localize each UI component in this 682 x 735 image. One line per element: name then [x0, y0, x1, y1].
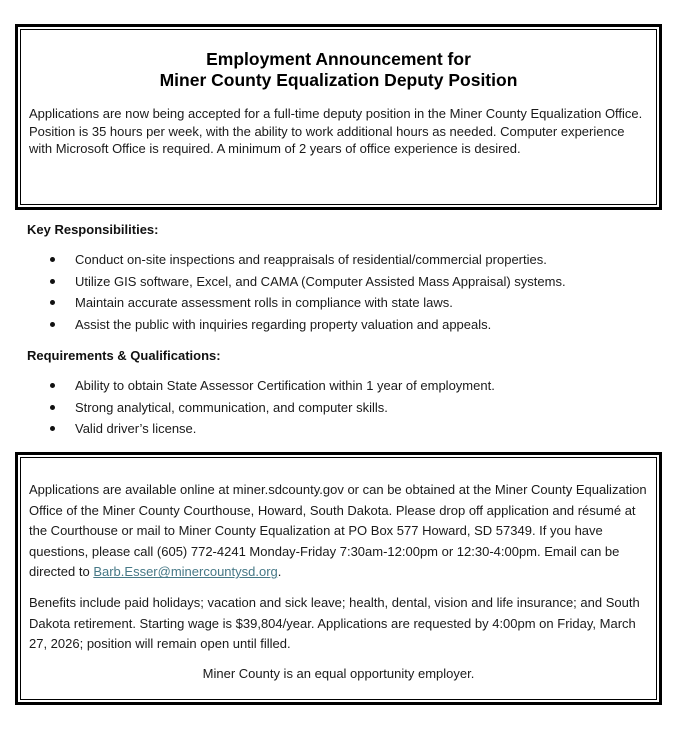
email-link[interactable]: Barb.Esser@minercountysd.org — [93, 564, 278, 580]
header-box — [15, 24, 662, 210]
intro-paragraph: Applications are now being accepted for a full-time deputy position in the Miner County Equalization Office. Position is 35 hours per week, with the ability to work additional hours as needed. Computer experience with Microsoft Office is required. A minimum of 2 years of office experience is desired. — [29, 106, 643, 157]
list-item: Assist the public with inquiries regarding property valuation and appeals. — [0, 316, 566, 338]
list-item: Ability to obtain State Assessor Certification within 1 year of employment. — [0, 377, 495, 399]
responsibilities-heading: Key Responsibilities: — [27, 222, 159, 237]
responsibilities-list — [0, 251, 566, 337]
requirements-heading: Requirements & Qualifications: — [27, 348, 221, 363]
footer-box — [15, 452, 662, 705]
bullet-icon — [50, 426, 55, 431]
benefits-paragraph: Benefits include paid holidays; vacation and sick leave; health, dental, vision and life insurance; and South Dakota retirement. Starting wage is $39,804/year. Applications are requested by 4:00pm on Friday, March 27, 2026; position will remain open until filled. — [29, 594, 640, 652]
list-item: Valid driver’s license. — [0, 420, 495, 442]
bullet-icon — [50, 383, 55, 388]
title-line-2: Miner County Equalization Deputy Position — [159, 70, 518, 90]
list-item: Utilize GIS software, Excel, and CAMA (Computer Assisted Mass Appraisal) systems. — [0, 273, 566, 295]
page-title — [21, 49, 656, 91]
requirements-list — [0, 377, 495, 442]
bullet-icon — [50, 257, 55, 262]
list-item: Maintain accurate assessment rolls in compliance with state laws. — [0, 294, 566, 316]
list-item: Strong analytical, communication, and computer skills. — [0, 399, 495, 421]
list-item: Conduct on-site inspections and reappraisals of residential/commercial properties. — [0, 251, 566, 273]
bullet-icon — [50, 300, 55, 305]
application-paragraph: Applications are available online at miner.sdcounty.gov or can be obtained at the Miner County Equalization Office of the Miner County Courthouse, Howard, South Dakota. Please drop off application and résumé at the Courthouse or mail to Miner County Equalization at PO Box 577 Howard, SD 57349. If you have questions, please call (605) 772-4241 Monday-Friday 7:30am-12:00pm or 12:30-4:00pm. Email can be directed to Barb.Esser@minercountysd.org. — [29, 482, 647, 580]
eoe-statement: Miner County is an equal opportunity employer. — [202, 665, 475, 681]
bullet-icon — [50, 279, 55, 284]
bullet-icon — [50, 405, 55, 410]
title-line-1: Employment Announcement for — [206, 49, 471, 69]
bullet-icon — [50, 322, 55, 327]
